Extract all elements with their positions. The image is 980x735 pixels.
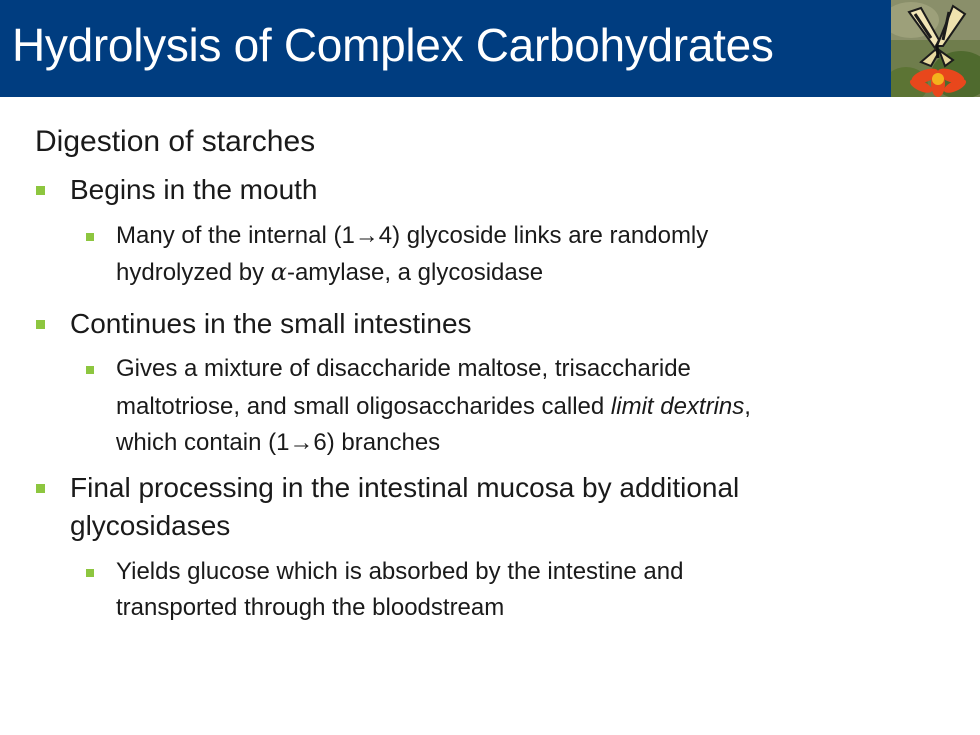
sub-bullet-text: [116, 255, 543, 290]
sub-bullet-text: Gives a mixture of disaccharide maltose, trisaccharide: [116, 355, 691, 382]
bullet-square-icon: [36, 320, 45, 329]
sub-bullet-square-icon: [86, 569, 94, 577]
sub-bullet-text: [116, 390, 751, 424]
sub-bullet-text: Many of the internal (1→4) glycoside links are randomly: [116, 222, 709, 249]
section-heading: Digestion of starches: [35, 125, 316, 158]
bullet-continues-small-intestines: Continues in the small intestines: [70, 308, 472, 339]
bullet-square-icon: [36, 484, 45, 493]
sub-bullet-square-icon: [86, 233, 94, 241]
slide-title: Hydrolysis of Complex Carbohydrates: [12, 19, 774, 71]
sub-bullet-text: Yields glucose which is absorbed by the intestine and: [116, 558, 684, 585]
sub-bullet-text-part: maltotriose, and small oligosaccharides called: [116, 393, 611, 420]
bullet-begins-in-mouth: Begins in the mouth: [70, 174, 318, 205]
sub-bullet-text-part: hydrolyzed by: [116, 259, 271, 286]
bullet-final-processing: Final processing in the intestinal mucosa by additional: [70, 472, 740, 503]
sub-bullet-text: which contain (1→6) branches: [116, 429, 441, 456]
sub-bullet-text-part: ,: [744, 393, 751, 420]
limit-dextrins-term: limit dextrins: [610, 393, 745, 420]
sub-bullet-text: transported through the bloodstream: [116, 594, 505, 621]
bullet-square-icon: [36, 186, 45, 195]
bullet-final-processing-cont: glycosidases: [70, 510, 231, 541]
sub-bullet-text-part: -amylase, a glycosidase: [286, 259, 544, 286]
sub-bullet-square-icon: [86, 366, 94, 374]
alpha-symbol: α: [270, 258, 287, 286]
